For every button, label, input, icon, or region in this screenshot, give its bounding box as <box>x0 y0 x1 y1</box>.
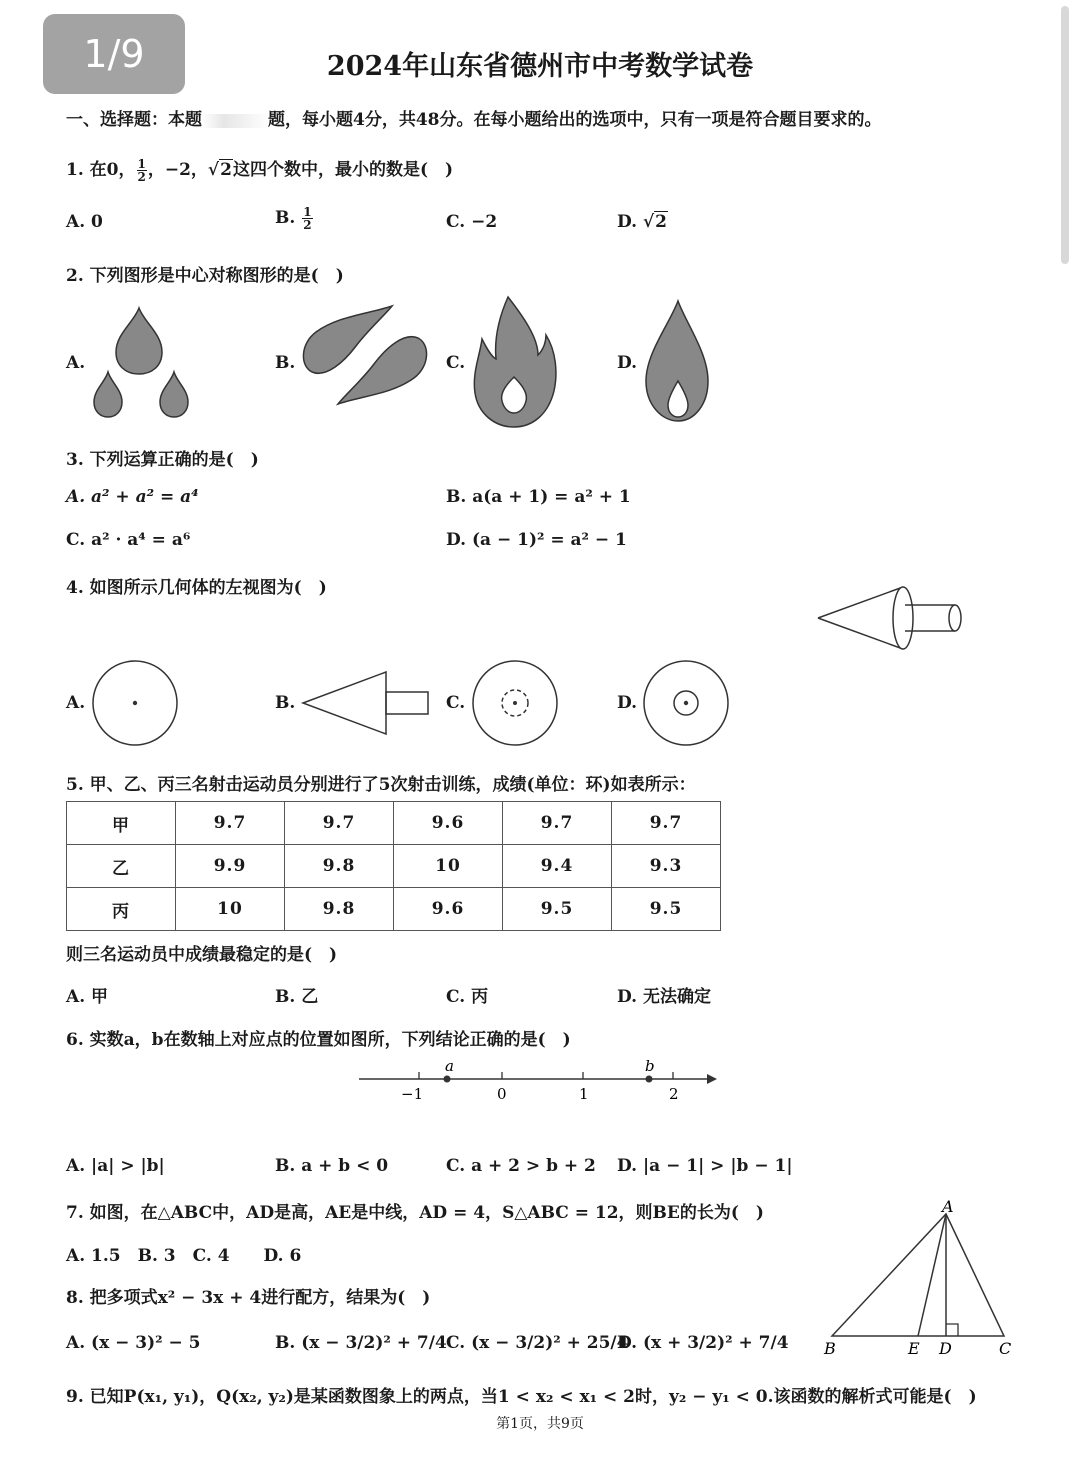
q6-option-a[interactable]: A. |a| > |b| <box>66 1156 165 1176</box>
q1-text-a: 1. 在0， <box>66 160 136 180</box>
triangle-abc-figure <box>818 1196 1023 1366</box>
score-cell: 9.4 <box>503 845 612 888</box>
vertex-a-label: A <box>942 1197 954 1216</box>
q1-option-b-fraction <box>302 206 312 231</box>
scrollbar-thumb[interactable] <box>1061 6 1069 264</box>
q4-option-d[interactable]: D. <box>617 693 638 713</box>
vertex-c-label: C <box>999 1339 1012 1358</box>
score-cell: 9.8 <box>285 888 394 931</box>
point-a-dot <box>444 1076 451 1083</box>
score-cell: 10 <box>394 845 503 888</box>
table-row <box>67 888 721 931</box>
question-4-stem: 4. 如图所示几何体的左视图为( ) <box>66 578 327 598</box>
score-cell: 9.8 <box>285 845 394 888</box>
tick-label-0: 0 <box>497 1085 507 1103</box>
q4-option-c[interactable]: C. <box>446 693 466 713</box>
score-cell: 10 <box>176 888 285 931</box>
q2-option-d[interactable]: D. <box>617 353 638 373</box>
q6-option-b[interactable]: B. a + b < 0 <box>275 1156 389 1176</box>
q8-option-a[interactable]: A. (x − 3)² − 5 <box>66 1333 201 1353</box>
q4-figure-c-view <box>472 659 562 749</box>
q4-figure-b-view <box>300 668 432 738</box>
q5-question: 则三名运动员中成绩最稳定的是( ) <box>66 945 338 965</box>
score-cell: 9.3 <box>612 845 721 888</box>
vertex-b-label: B <box>824 1339 836 1358</box>
q1-b-numerator: 1 <box>303 205 312 219</box>
score-cell: 9.7 <box>285 802 394 845</box>
score-cell: 9.5 <box>503 888 612 931</box>
athlete-name-cell: 乙 <box>67 845 176 888</box>
point-e-label: E <box>908 1339 920 1358</box>
score-cell: 9.6 <box>394 888 503 931</box>
q4-figure-a-view <box>90 659 180 749</box>
tick-label-minus1: −1 <box>401 1085 424 1103</box>
question-1-stem <box>66 155 453 183</box>
q1-text-b: ，−2，√ <box>147 160 220 180</box>
score-cell: 9.7 <box>503 802 612 845</box>
exam-title: 2024年山东省德州市中考数学试卷 <box>326 51 754 82</box>
table-row <box>67 845 721 888</box>
question-8-stem: 8. 把多项式x² − 3x + 4进行配方，结果为( ) <box>66 1288 431 1308</box>
q2-figure-a-drops <box>86 300 206 425</box>
q1-b-denominator: 2 <box>303 218 312 232</box>
q6-option-c[interactable]: C. a + 2 > b + 2 <box>446 1156 596 1176</box>
question-9-stem: 9. 已知P(x₁, y₁)，Q(x₂, y₂)是某函数图象上的两点，当1 < x₂ < x₁ < 2时，y₂ − y₁ < 0.该函数的解析式可能是( ) <box>66 1387 977 1407</box>
tick-label-2: 2 <box>669 1085 679 1103</box>
q2-option-b[interactable]: B. <box>275 353 296 373</box>
q2-figure-c-flame <box>470 293 562 431</box>
q1-option-c[interactable]: C. −2 <box>446 212 498 232</box>
point-a-label: a <box>445 1057 454 1075</box>
q2-figure-d-flame <box>642 297 714 427</box>
q5-option-c[interactable]: C. 丙 <box>446 987 489 1007</box>
section-suffix: 题，每小题4分，共48分。在每小题给出的选项中，只有一项是符合题目要求的。 <box>268 110 882 130</box>
q4-option-b[interactable]: B. <box>275 693 296 713</box>
q2-figure-b-leaves <box>298 300 438 410</box>
score-cell: 9.6 <box>394 802 503 845</box>
point-b-dot <box>646 1076 653 1083</box>
question-7-stem: 7. 如图，在△ABC中，AD是高，AE是中线，AD = 4，S△ABC = 12，则BE的长为( ) <box>66 1203 764 1223</box>
q1-frac-denominator: 2 <box>137 170 146 184</box>
q8-option-b[interactable]: B. (x − 3/2)² + 7/4 <box>275 1333 447 1353</box>
question-6-stem: 6. 实数a，b在数轴上对应点的位置如图所，下列结论正确的是( ) <box>66 1030 571 1050</box>
point-b-label: b <box>645 1057 655 1075</box>
q4-solid-figure <box>815 583 967 655</box>
q1-option-d[interactable] <box>617 212 668 232</box>
q4-option-a[interactable]: A. <box>66 693 86 713</box>
q8-option-d[interactable]: D. (x + 3/2)² + 7/4 <box>617 1333 789 1353</box>
blurred-count <box>202 114 268 128</box>
q1-sqrt-value: 2 <box>220 160 232 180</box>
q2-option-c[interactable]: C. <box>446 353 466 373</box>
section-heading <box>66 105 881 130</box>
q1-frac-numerator: 1 <box>137 157 146 171</box>
q1-fraction <box>137 158 147 183</box>
q1-text-c: 这四个数中，最小的数是( ) <box>232 160 454 180</box>
q5-option-b[interactable]: B. 乙 <box>275 987 319 1007</box>
question-5-stem: 5. 甲、乙、丙三名射击运动员分别进行了5次射击训练，成绩(单位：环)如表所示： <box>66 775 696 795</box>
q1-option-b-label: B. <box>275 208 302 228</box>
q7-options[interactable]: A. 1.5 B. 3 C. 4 D. 6 <box>66 1246 302 1266</box>
q5-option-a[interactable]: A. 甲 <box>66 987 109 1007</box>
q2-option-a[interactable]: A. <box>66 353 86 373</box>
q3-option-b[interactable]: B. a(a + 1) = a² + 1 <box>446 487 631 507</box>
q5-option-d[interactable]: D. 无法确定 <box>617 987 711 1007</box>
score-cell: 9.9 <box>176 845 285 888</box>
table-row <box>67 802 721 845</box>
number-line <box>355 1055 725 1110</box>
q1-option-d-label: D. √ <box>617 212 655 232</box>
score-cell: 9.7 <box>612 802 721 845</box>
score-table <box>66 801 721 931</box>
tick-label-1: 1 <box>579 1085 589 1103</box>
q1-option-a[interactable]: A. 0 <box>66 212 103 232</box>
section-prefix: 一、选择题：本题 <box>66 110 202 130</box>
score-cell: 9.5 <box>612 888 721 931</box>
q8-option-c[interactable]: C. (x − 3/2)² + 25/4 <box>446 1333 629 1353</box>
q3-option-c[interactable]: C. a² · a⁴ = a⁶ <box>66 530 191 550</box>
q3-option-d[interactable]: D. (a − 1)² = a² − 1 <box>446 530 627 550</box>
score-cell: 9.7 <box>176 802 285 845</box>
page-footer: 第1页，共9页 <box>496 1416 584 1432</box>
scrollbar[interactable] <box>1058 0 1072 270</box>
q4-figure-d-view <box>643 659 733 749</box>
athlete-name-cell: 丙 <box>67 888 176 931</box>
athlete-name-cell: 甲 <box>67 802 176 845</box>
page-indicator-badge: 1/9 <box>43 14 185 94</box>
question-3-stem: 3. 下列运算正确的是( ) <box>66 450 259 470</box>
question-2-stem: 2. 下列图形是中心对称图形的是( ) <box>66 266 344 286</box>
point-d-label: D <box>939 1339 952 1358</box>
q6-option-d[interactable]: D. |a − 1| > |b − 1| <box>617 1156 793 1176</box>
q1-option-d-sqrt: 2 <box>655 212 667 232</box>
q1-option-b[interactable] <box>275 206 314 231</box>
q3-option-a[interactable]: A. a² + a² = a⁴ <box>66 487 199 507</box>
